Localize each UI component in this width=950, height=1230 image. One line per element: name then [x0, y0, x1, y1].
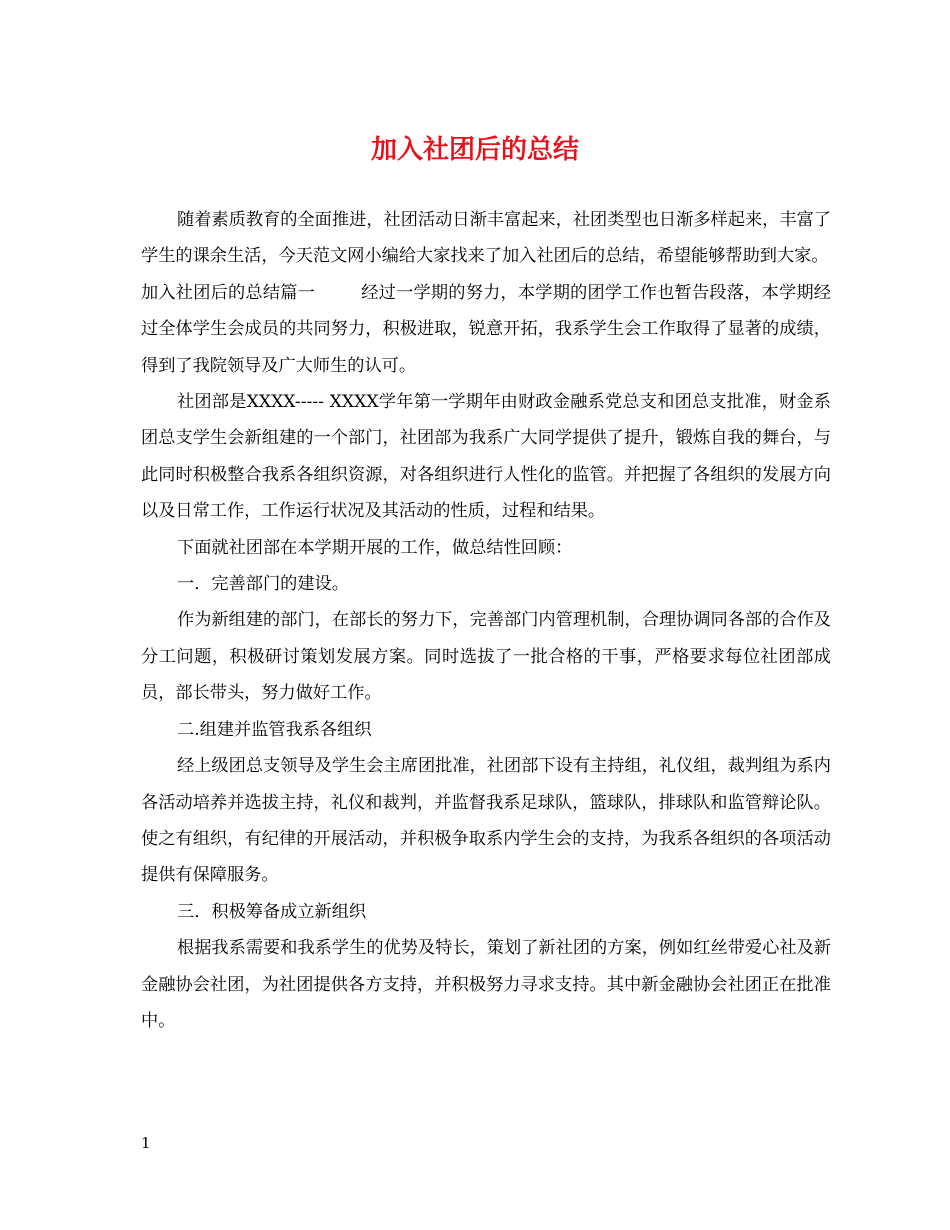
section-heading-part-one: 加入社团后的总结篇一 — [141, 282, 316, 303]
article-first-paragraph — [141, 275, 831, 384]
body-paragraph: 根据我系需要和我系学生的优势及特长，策划了新社团的方案，例如红丝带爱心社及新金融协会社团，为社团提供各方支持，并积极努力寻求支持。其中新金融协会社团正在批准中。 — [141, 938, 831, 1031]
section-heading: 三．积极筹备成立新组织 — [177, 901, 367, 922]
body-paragraph: 社团部是XXXX----- XXXX学年第一学期年由财政金融系党总支和团总支批准，财金系团总支学生会新组建的一个部门，社团部为我系广大同学提供了提升，锻炼自我的舞台，与此同时积极整合我系各组织资源，对各组织进行人性化的监管。并把握了各组织的发展方向以及日常工作，工作运行状况及其活动的性质，过程和结果。 — [141, 392, 831, 522]
section-heading: 一．完善部门的建设。 — [177, 574, 349, 595]
intro-paragraph: 随着素质教育的全面推进，社团活动日渐丰富起来，社团类型也日渐多样起来，丰富了学生的课余生活，今天范文网小编给大家找来了加入社团后的总结，希望能够帮助到大家。 — [141, 210, 831, 267]
section-heading: 二.组建并监管我系各组织 — [177, 719, 372, 740]
body-paragraph: 下面就社团部在本学期开展的工作，做总结性回顾： — [177, 537, 573, 558]
page-number: 1 — [141, 1134, 151, 1152]
document-title: 加入社团后的总结 — [370, 135, 579, 165]
body-paragraph: 经过一学期的努力，本学期的团学工作也暂告段落，本学期经过全体学生会成员的共同努力，积极进取，锐意开拓，我系学生会工作取得了显著的成绩，得到了我院领导及广大师生的认可。 — [141, 282, 831, 376]
document-body — [141, 202, 831, 1039]
body-paragraph: 作为新组建的部门，在部长的努力下，完善部门内管理机制，合理协调同各部的合作及分工问题，积极研讨策划发展方案。同时选拔了一批合格的干事，严格要求每位社团部成员，部长带头，努力做好工作。 — [141, 610, 831, 704]
body-paragraph: 经上级团总支领导及学生会主席团批准，社团部下设有主持组，礼仪组，裁判组为系内各活动培养并选拔主持，礼仪和裁判，并监督我系足球队，篮球队，排球队和监管辩论队。使之有组织，有纪律的开展活动，并积极争取系内学生会的支持，为我系各组织的各项活动提供有保障服务。 — [141, 756, 831, 886]
